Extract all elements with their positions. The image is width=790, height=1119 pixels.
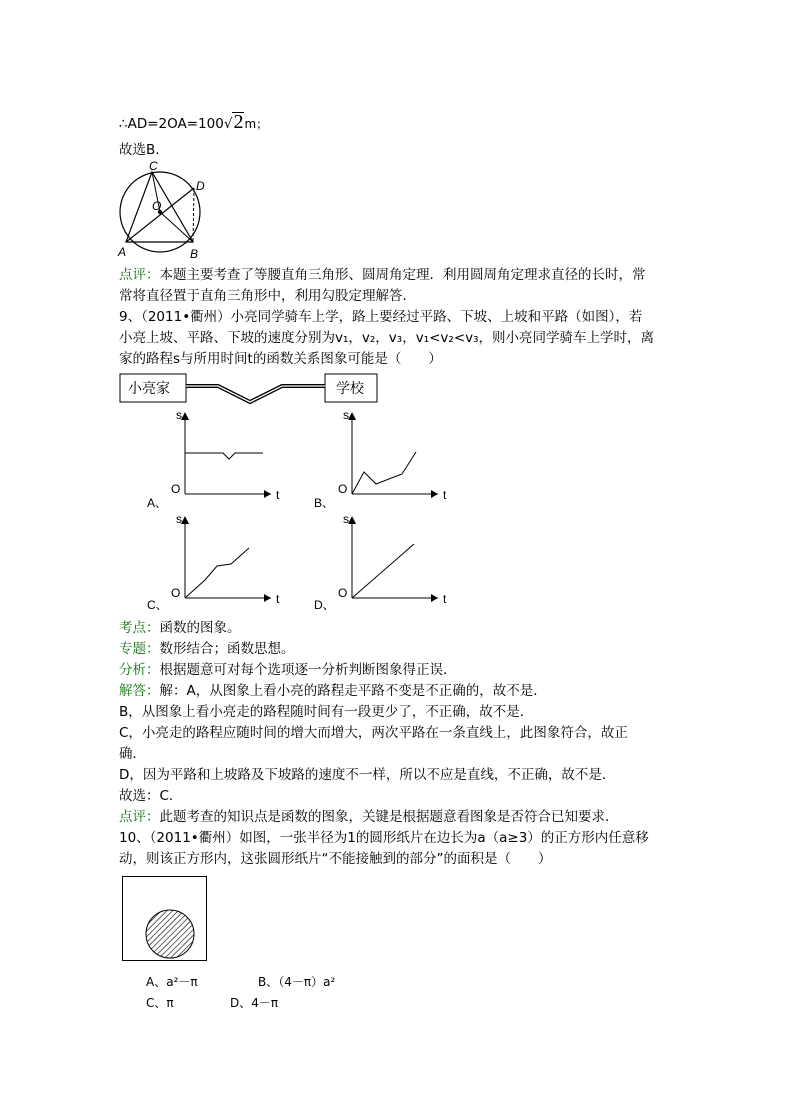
jieda-line-4: 确． xyxy=(119,746,146,762)
solution-suffix: m； xyxy=(244,117,269,131)
q9-line-3: 家的路程s与所用时间t的函数关系图象可能是（ ） xyxy=(119,351,442,367)
axis-s: s xyxy=(176,512,182,526)
graph-c xyxy=(145,512,295,617)
option-c-label: C、 xyxy=(147,598,168,612)
fenxi-text: 根据题意可对每个选项逐一分析判断图象得正误． xyxy=(159,662,457,678)
graph-a xyxy=(145,408,295,513)
label-c: C xyxy=(149,159,158,173)
solution-line-1 xyxy=(119,112,268,134)
graph-d xyxy=(312,512,462,617)
square-circle-figure xyxy=(122,876,208,962)
label-d: D xyxy=(196,179,205,193)
label-b: B xyxy=(190,247,199,261)
solution-prefix: ∴AD=2OA=100 xyxy=(119,116,224,132)
graph-c-line xyxy=(185,548,249,598)
jieda-line-1 xyxy=(119,681,547,701)
axis-t: t xyxy=(276,592,280,606)
kaodian-label: 考点： xyxy=(119,620,160,636)
q10-option-c: C、π xyxy=(146,996,174,1010)
school-label: 学校 xyxy=(336,380,364,396)
graph-d-line xyxy=(352,544,414,598)
q9-line-2: 小亮上坡、平路、下坡的速度分别为v₁，v₂，v₃，v₁<v₂<v₃，则小亮同学骑车上学时，离 xyxy=(119,330,655,346)
sqrt-sign: √ xyxy=(223,116,233,132)
axis-t: t xyxy=(443,488,447,502)
comment-text-1: 本题主要考查了等腰直角三角形、圆周角定理．利用圆周角定理求直径的长时，常 xyxy=(159,267,646,283)
fenxi-line xyxy=(119,660,457,680)
label-a: A xyxy=(118,245,127,259)
q10-line-1: 10、（2011•衢州）如图，一张半径为1的圆形纸片在边长为a（a≥3）的正方形内任意移 xyxy=(119,830,649,846)
axis-s: s xyxy=(343,512,349,526)
dianping-text: 此题考查的知识点是函数的图象，关键是根据题意看图象是否符合已知要求． xyxy=(159,809,619,825)
home-label: 小亮家 xyxy=(128,380,170,396)
jieda-line-5: D，因为平路和上坡路及下坡路的速度不一样，所以不应是直线，不正确，故不是． xyxy=(119,767,616,783)
dianping-line xyxy=(119,807,619,827)
q9-line-1: 9、（2011•衢州）小亮同学骑车上学，路上要经过平路、下坡、上坡和平路（如图），若 xyxy=(119,309,643,325)
comment1-line-2: 常将直径置于直角三角形中，利用勾股定理解答． xyxy=(119,288,416,304)
jieda-line-3: C，小亮走的路程应随时间的增大而增大，两次平路在一条直线上，此图象符合，故正 xyxy=(119,725,628,741)
label-o: O xyxy=(152,199,162,213)
road-diagram xyxy=(118,372,383,404)
axis-t: t xyxy=(443,592,447,606)
circle-triangle-figure xyxy=(112,160,222,265)
kaodian-line xyxy=(119,618,241,638)
jieda-line-2: B，从图象上看小亮走的路程随时间有一段更少了，不正确，故不是． xyxy=(119,704,534,720)
q10-line-2: 动，则该正方形内，这张圆形纸片“不能接触到的部分”的面积是（ ） xyxy=(119,851,552,867)
segment-ob xyxy=(160,212,193,242)
jieda-label: 解答： xyxy=(119,683,160,699)
solution-line-2: 故选B. xyxy=(119,142,160,158)
option-d-label: D、 xyxy=(314,598,335,612)
axis-s: s xyxy=(343,408,349,422)
dianping-label: 点评： xyxy=(119,809,160,825)
graph-a-line xyxy=(185,453,263,459)
kaodian-text: 函数的图象。 xyxy=(159,620,241,636)
q10-option-a: A、a²－π xyxy=(146,975,198,989)
origin: O xyxy=(171,586,181,600)
graph-b-line xyxy=(352,452,416,494)
graph-b xyxy=(312,408,462,513)
option-b-label: B、 xyxy=(314,496,335,510)
jieda-line-6: 故选：C． xyxy=(119,788,183,804)
jieda-text-1: 解：A，从图象上看小亮的路程走平路不变是不正确的，故不是． xyxy=(159,683,547,699)
comment-label: 点评： xyxy=(119,267,160,283)
sqrt-radicand: 2 xyxy=(233,111,244,133)
zhuanti-label: 专题： xyxy=(119,641,160,657)
zhuanti-line xyxy=(119,639,295,659)
comment1-line-1 xyxy=(119,265,646,285)
q10-option-b: B、（4－π）a² xyxy=(258,975,336,989)
axis-s: s xyxy=(176,408,182,422)
origin: O xyxy=(171,482,181,496)
origin: O xyxy=(338,482,348,496)
fenxi-label: 分析： xyxy=(119,662,160,678)
origin: O xyxy=(338,586,348,600)
q10-option-d: D、4－π xyxy=(230,996,279,1010)
axis-t: t xyxy=(276,488,280,502)
zhuanti-text: 数形结合；函数思想。 xyxy=(159,641,295,657)
hatched-circle xyxy=(146,910,194,958)
option-a-label: A、 xyxy=(147,496,168,510)
